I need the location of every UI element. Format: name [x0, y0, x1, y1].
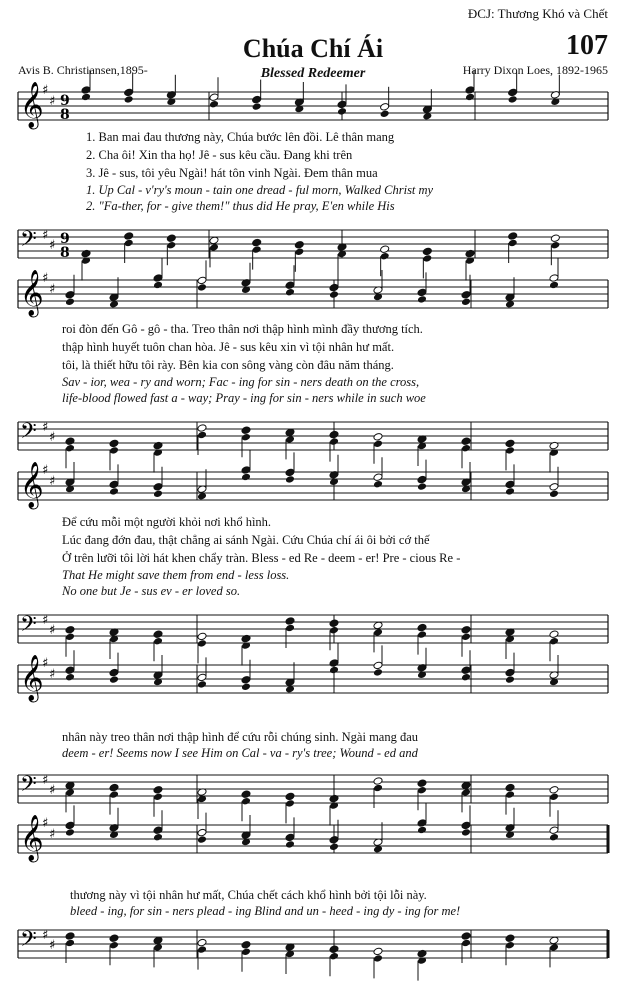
lyricist-credit: Avis B. Christiansen,1895- [18, 63, 148, 77]
sharp-icon: ♯ [42, 656, 49, 671]
lyric-line: roi đòn đến Gô - gô - tha. Treo thân nơi thập hình mình đầy thương tích. [62, 322, 423, 336]
note-head [166, 234, 176, 265]
sharp-icon: ♯ [49, 474, 56, 489]
note-head [373, 270, 383, 301]
note-head [373, 947, 383, 978]
sharp-icon: ♯ [42, 228, 49, 243]
note-head [109, 934, 119, 965]
lyric-line: Để cứu mỗi một người khỏi nơi khổ hình. [62, 515, 272, 529]
note-head [461, 781, 471, 812]
sharp-icon: ♯ [42, 928, 49, 943]
lyric-line: Lúc đang đớn đau, thật chẳng ai sánh Ngài. Cứu Chúa chí ái ôi bởi cớ thế [62, 533, 430, 547]
note-head [417, 949, 427, 980]
note-head [549, 655, 559, 686]
time-signature-top: 9 [60, 231, 70, 247]
treble-clef-icon: 𝄞 [20, 82, 44, 128]
bass-clef-icon: 𝄢 [20, 612, 37, 642]
treble-staff [0, 270, 626, 330]
note-head [373, 433, 383, 464]
note-head [417, 779, 427, 810]
lyric-line: 2. "Fa-ther, for - give them!" thus did He pray, E'en while His [86, 199, 395, 213]
composer-credit: Harry Dixon Loes, 1892-1965 [462, 63, 608, 77]
lyric-line: life-blood flowed fast a - way; Pray - ing for sin - ners while in such woe [62, 391, 426, 405]
note-head [153, 786, 163, 817]
lyric-line: 1. Ban mai đau thương này, Chúa bước lên đồi. Lê thân mang [86, 130, 395, 144]
bass-staff [0, 920, 626, 982]
note-head [65, 462, 75, 493]
note-head [461, 626, 471, 657]
note-head [550, 234, 560, 265]
note-head [153, 655, 163, 686]
note-head [461, 650, 471, 681]
note-head [294, 241, 304, 272]
note-head [285, 662, 295, 693]
note-head [109, 783, 119, 814]
note-head [461, 275, 471, 306]
note-head [65, 650, 75, 681]
note-head [109, 653, 119, 684]
note-head [197, 657, 207, 688]
sharp-icon: ♯ [49, 238, 56, 253]
hymn-number: 107 [566, 30, 608, 61]
note-head [417, 272, 427, 303]
lyric-line: No one but Je - sus ev - er loved so. [62, 584, 241, 598]
note-head [285, 265, 295, 296]
sharp-icon: ♯ [49, 667, 56, 682]
sharp-icon: ♯ [42, 463, 49, 478]
note-head [380, 87, 390, 118]
treble-clef-icon: 𝄞 [20, 462, 44, 508]
sharp-icon: ♯ [49, 827, 56, 842]
lyric-line: That He might save them from end - less loss. [62, 568, 290, 582]
bass-clef-icon: 𝄢 [20, 772, 37, 802]
sharp-icon: ♯ [42, 83, 49, 98]
sharp-icon: ♯ [49, 430, 56, 445]
treble-clef-icon: 𝄞 [20, 270, 44, 316]
note-head [373, 621, 383, 652]
note-head [65, 275, 75, 306]
sharp-icon: ♯ [42, 773, 49, 788]
note-head [65, 781, 75, 812]
treble-staff [0, 655, 626, 715]
note-head [209, 236, 219, 267]
note-head [65, 626, 75, 657]
note-head [549, 786, 559, 817]
lyric-line: 3. Jê - sus, tôi yêu Ngài! hát tôn vinh Ngài. Đem thân mua [86, 166, 378, 180]
lyric-line: 2. Cha ôi! Xin tha họ! Jê - sus kêu cầu. Đang khi trên [86, 148, 353, 162]
note-head [153, 467, 163, 498]
note-head [252, 80, 262, 111]
bass-clef-icon: 𝄢 [20, 927, 37, 957]
note-head [549, 936, 559, 967]
hymn-title: Chúa Chí Ái [242, 34, 384, 63]
note-head [422, 89, 432, 120]
sharp-icon: ♯ [49, 783, 56, 798]
sharp-icon: ♯ [49, 938, 56, 953]
sharp-icon: ♯ [49, 282, 56, 297]
note-head [285, 428, 295, 459]
note-head [241, 660, 251, 691]
note-head [241, 941, 251, 972]
note-head [505, 783, 515, 814]
note-head [417, 460, 427, 491]
note-head [197, 469, 207, 500]
time-signature-bottom: 8 [60, 245, 70, 261]
treble-clef-icon: 𝄞 [20, 815, 44, 861]
sharp-icon: ♯ [42, 613, 49, 628]
lyric-line: thương này vì tội nhân hư mất, Chúa chết cách khổ hình bởi tội lỗi này. [70, 888, 427, 902]
note-head [329, 945, 339, 976]
lyric-line: Ở trên lưỡi tôi lời hát khen chẩy tràn. Bless - ed Re - deem - er! Pre - cious Re - [62, 551, 461, 565]
note-head [505, 653, 515, 684]
note-head [109, 277, 119, 308]
note-head [209, 77, 219, 108]
note-head [285, 817, 295, 848]
treble-staff [0, 815, 626, 875]
note-head [505, 934, 515, 965]
note-head [153, 936, 163, 967]
lyric-line: Sav - ior, wea - ry and worn; Fac - ing for sin - ners death on the cross, [62, 375, 420, 389]
note-head [417, 623, 427, 654]
note-head [109, 464, 119, 495]
sharp-icon: ♯ [42, 271, 49, 286]
sharp-icon: ♯ [49, 94, 56, 109]
note-head [241, 426, 251, 457]
sharp-icon: ♯ [42, 816, 49, 831]
note-head [294, 82, 304, 113]
note-head [197, 813, 207, 844]
hymn-subtitle: Blessed Redeemer [260, 66, 366, 81]
hymn-category: ĐCJ: Thương Khó và Chết [467, 6, 608, 21]
note-head [241, 815, 251, 846]
lyric-line: deem - er! Seems now I see Him on Cal - va - ry's tree; Wound - ed and [62, 746, 418, 760]
note-head [549, 810, 559, 841]
note-head [252, 238, 262, 269]
sharp-icon: ♯ [42, 420, 49, 435]
lyric-line: bleed - ing, for sin - ners plead - ing Blind and un - heed - ing dy - ing for me! [70, 904, 461, 918]
note-head [461, 462, 471, 493]
treble-clef-icon: 𝄞 [20, 655, 44, 701]
note-head [197, 938, 207, 969]
note-head [549, 467, 559, 498]
lyric-line: tôi, là thiết hữu tôi rày. Bên kia con sông vàng còn đâu năm tháng. [62, 358, 394, 372]
time-signature-top: 9 [60, 93, 70, 109]
note-head [505, 464, 515, 495]
lyric-line: 1. Up Cal - v'ry's moun - tain one dread - ful morn, Walked Christ my [86, 183, 434, 197]
bass-clef-icon: 𝄢 [20, 227, 37, 257]
treble-staff [0, 462, 626, 522]
time-signature-bottom: 8 [60, 107, 70, 123]
note-head [505, 277, 515, 308]
note-head [153, 810, 163, 841]
note-head [373, 457, 383, 488]
sharp-icon: ♯ [49, 623, 56, 638]
note-head [373, 822, 383, 853]
lyric-line: thập hình huyết tuôn chan hòa. Jê - sus kêu xin vì tội nhân hư mất. [62, 340, 395, 354]
lyric-line: nhân này treo thân nơi thập hình để cứu rỗi chúng sinh. Ngài mang đau [62, 730, 419, 744]
bass-clef-icon: 𝄢 [20, 419, 37, 449]
